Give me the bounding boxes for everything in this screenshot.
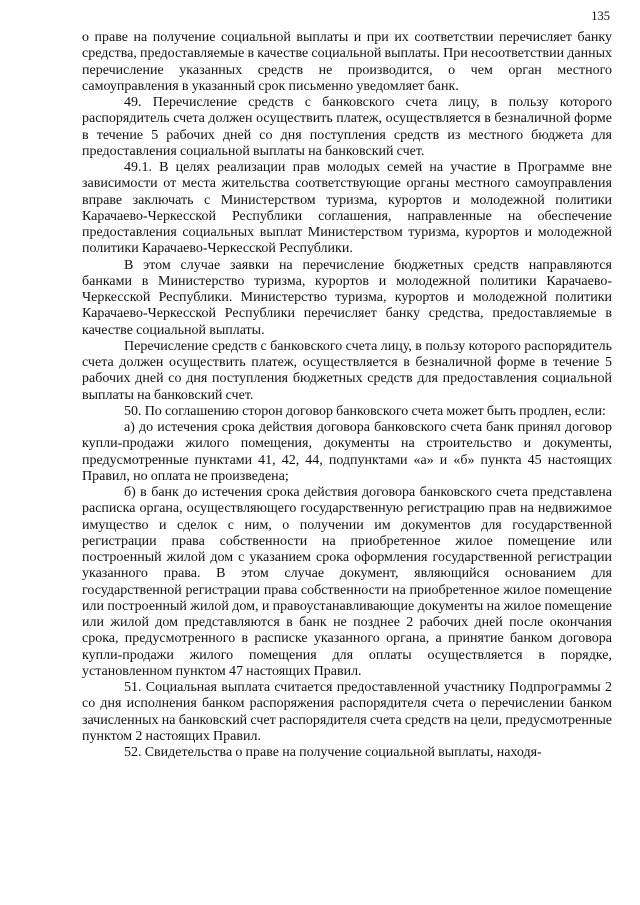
paragraph-49-1: 49.1. В целях реализации прав молодых семей на участие в Программе вне зависимости от места жительства соответствующие органы местного самоуправления вправе заключать с Министерством туризма, курортов и молодежной политики Карачаево-Черкесской Республики соглашения, направленные на обеспечение предоставления социальных выплат Министерством туризма, курортов и молодежной политики Карачаево-Черкесской Республики. <box>82 160 612 257</box>
paragraph-51: 51. Социальная выплата считается предоставленной участнику Подпрограммы 2 со дня исполнения банком распоряжения распорядителя счета о перечислении банком зачисленных на банковский счет распорядителя счета средств на цели, предусмотренные пунктом 2 настоящих Правил. <box>82 680 612 744</box>
paragraph-continuation: о праве на получение социальной выплаты и при их соответствии перечисляет банку средства, предоставляемые в качестве социальной выплаты. При несоответствии данных перечисление указанных средств не производится, о чем орган местного самоуправления в указанный срок письменно уведомляет банк. <box>82 30 612 94</box>
paragraph-49-1-transfer: Перечисление средств с банковского счета лицу, в пользу которого распорядитель счета должен осуществить платеж, осуществляется в безналичной форме в течение 5 рабочих дней со дня поступления бюджетных средств для предоставления социальной выплаты на банковский счет. <box>82 338 612 403</box>
paragraph-50: 50. По соглашению сторон договор банковского счета может быть продлен, если: <box>124 403 606 419</box>
paragraph-49-1-applications: В этом случае заявки на перечисление бюджетных средств направляются банками в Министерство туризма, курортов и молодежной политики Карачаево-Черкесской Республики. Министерство туризма, курортов и молодежной политики Карачаево-Черкесской Республики перечисляет банку средства, предоставляемые в качестве социальной выплаты. <box>82 257 612 338</box>
paragraph-50-b: б) в банк до истечения срока действия договора банковского счета представлена расписка органа, осуществляющего государственную регистрацию прав на недвижимое имущество и сделок с ним, о получении им документов для государственной регистрации права собственности на приобретенное жилое помещение или построенный жилой дом с указанием срока оформления государственной регистрации указанного права. В этом случае документ, являющийся основанием для государственной регистрации права собственности на приобретенное жилое помещение или построенный жилой дом, и правоустанавливающие документы на жилое помещение или жилой дом представляются в банк не позднее 2 рабочих дней после окончания срока, предусмотренного в расписке указанного органа, а принятие банком договора купли-продажи жилого помещения для оплаты осуществляется в порядке, установленном пунктом 47 настоящих Правил. <box>82 485 612 679</box>
paragraph-50-a: а) до истечения срока действия договора банковского счета банк принял договор купли-продажи жилого помещения, документы на строительство и документы, предусмотренные пунктами 41, 42, 44, подпунктами «а» и «б» пункта 45 настоящих Правил, но оплата не произведена; <box>82 420 612 484</box>
document-body <box>82 30 612 761</box>
paragraph-52: 52. Свидетельства о праве на получение социальной выплаты, находя- <box>124 745 542 760</box>
paragraph-49: 49. Перечисление средств с банковского счета лицу, в пользу которого распорядитель счета должен осуществить платеж, осуществляется в безналичной форме в течение 5 рабочих дней со дня поступления средств из местного бюджета для предоставления социальной выплаты на банковский счет. <box>82 95 612 159</box>
page-number: 135 <box>591 9 610 23</box>
